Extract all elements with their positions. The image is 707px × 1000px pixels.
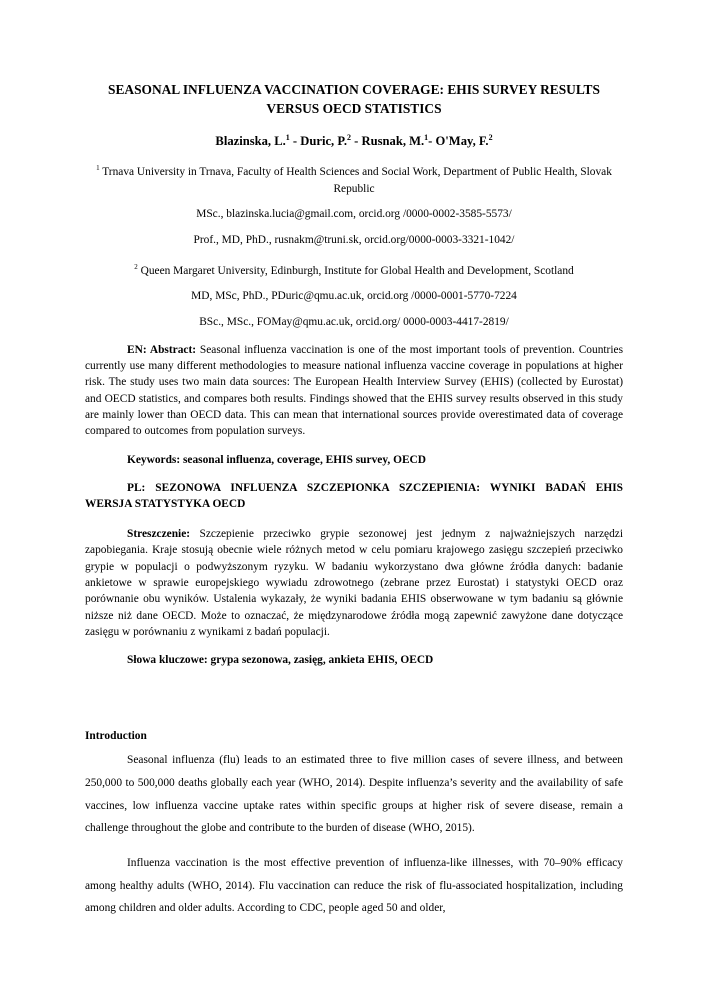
affiliation-1: $^1$ Trnava University in Trnava, Faculty of Health Sciences and Social Work, Department of Public Health, Slovak Republic [96,164,612,195]
author: Blazinska, L.$^1$ - [215,133,301,149]
intro-paragraph-1: Seasonal influenza (flu) leads to an estimated three to five million cases of severe illness, and between 250,000 to 500,000 deaths globally each year (WHO, 2014). Despite influenza’s severity and the availability of safe vaccines, low influenza vaccine uptake rates within specific groups at higher risk of severe disease, remain a challenge throughout the globe and contribute to the burden of disease (WHO, 2015). [85,754,623,835]
intro-paragraph-2: Influenza vaccination is the most effective prevention of influenza-like illnesses, with 70–90% efficacy among healthy adults (WHO, 2014). Flu vaccination can reduce the risk of flu-associated hospitalization, including among children and older adults. According to CDC, people aged 50 and older, [85,857,623,915]
abstract-en [85,342,623,440]
abstract-pl-label: Streszczenie: [127,528,191,541]
paper-title: SEASONAL INFLUENZA VACCINATION COVERAGE: EHIS SURVEY RESULTS VERSUS OECD STATISTICS [108,82,600,116]
keywords-en: Keywords: seasonal influenza, coverage, EHIS survey, OECD [127,453,426,466]
section-heading-introduction: Introduction [85,730,147,743]
paper-page [85,80,623,920]
author: O'May, F.$^2$ [435,133,493,149]
abstract-en-text: Seasonal influenza vaccination is one of the most important tools of prevention. Countries currently use many different methodologies to measure national influenza vaccine coverage in populations at higher risk. The study uses two main data sources: The European Health Interview Survey (EHIS) (collected by Eurostat) and OECD statistics, and compares both results. Findings showed that the EHIS survey results observed in this study are mainly lower than OECD data. This can mean that international sources provide overestimated data of coverage compared to outcomes from population surveys. [85,343,623,438]
author: Rusnak, M.$^1$- [361,133,436,149]
author-list [85,133,623,149]
contact-line: Prof., MD, PhD., rusnakm@truni.sk, orcid.org/0000-0003-3321-1042/ [193,233,515,246]
keywords-pl: Słowa kluczowe: grypa sezonowa, zasięg, ankieta EHIS, OECD [127,654,434,667]
contact-line: MSc., blazinska.lucia@gmail.com, orcid.org /0000-0002-3585-5573/ [196,207,512,220]
pl-title: PL: SEZONOWA INFLUENZA SZCZEPIONKA SZCZEPIENIA: WYNIKI BADAŃ EHIS WERSJA STATYSTYKA OECD [85,481,623,510]
contact-line: MD, MSc, PhD., PDuric@qmu.ac.uk, orcid.org /0000-0001-5770-7224 [191,289,517,302]
abstract-pl-text: Szczepienie przeciwko grypie sezonowej jest jednym z najważniejszych narzędzi zapobiegania. Kraje stosują obecnie wiele różnych metod w celu pomiaru krajowego zasięgu szczepień przeciwko grypie w populacji o podwyższonym ryzyku. W badaniu wykorzystano dwa główne źródła danych: badanie ankietowe w sprawie europejskiego wywiadu zdrowotnego (zebrane przez Eurostat) i statystyki OECD oraz porównanie obu wyników. Ustalenia wykazały, że wyniki badania EHIS obserwowane w tym badaniu są głównie niższe niż dane OECD. Może to oznaczać, że międzynarodowe źródła mogą zapewnić zawyżone dane dotyczące zasięgu w porównaniu z wynikami z badań populacji. [85,528,623,638]
affiliation-2: $^2$ Queen Margaret University, Edinburgh, Institute for Global Health and Development, Scotland [134,262,574,277]
author: Duric, P.$^2$ - [300,133,362,149]
abstract-en-label: EN: Abstract: [127,343,197,356]
abstract-pl [85,526,623,640]
contact-line: BSc., MSc., FOMay@qmu.ac.uk, orcid.org/ 0000-0003-4417-2819/ [199,315,509,328]
